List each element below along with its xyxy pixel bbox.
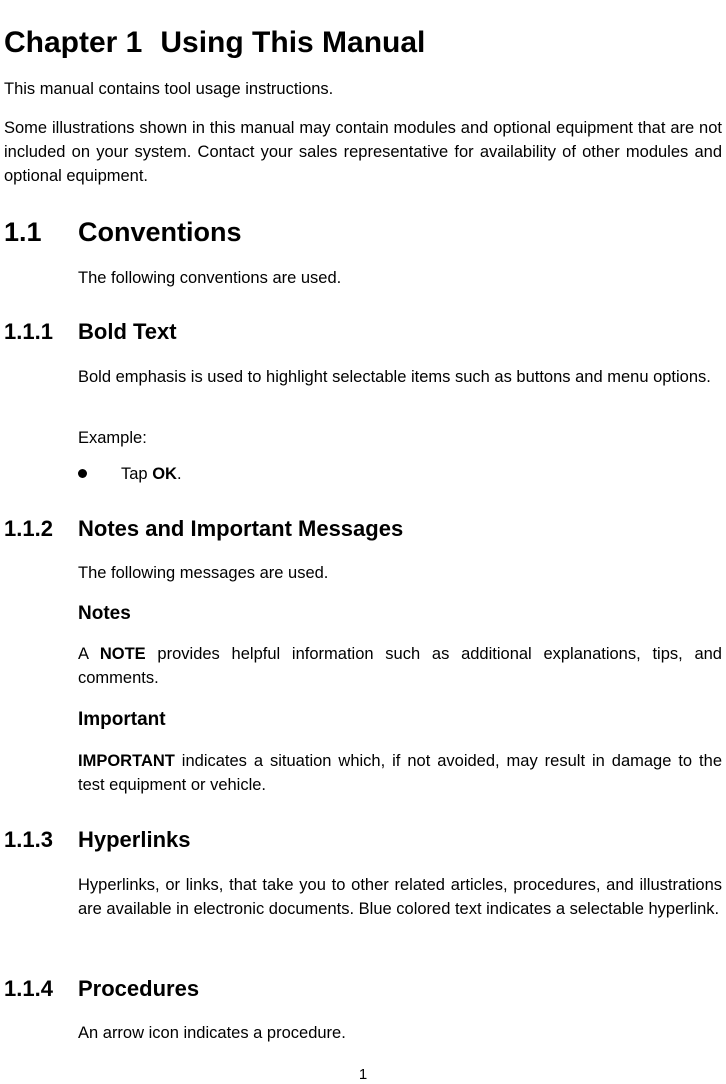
notes-keyword: NOTE — [99, 645, 146, 663]
section-1-1-4-text: An arrow icon indicates a procedure. — [78, 1024, 346, 1042]
notes-heading: Notes — [78, 603, 131, 624]
section-1-1-2-text: The following messages are used. — [78, 564, 329, 582]
list-item-prefix: Tap — [121, 465, 153, 483]
section-1-1-3-heading — [4, 826, 191, 854]
bullet-icon — [78, 469, 87, 478]
chapter-heading — [4, 24, 425, 62]
section-number: 1.1.2 — [4, 516, 53, 541]
section-1-1-1-heading — [4, 318, 177, 346]
section-number: 1.1.3 — [4, 827, 53, 852]
important-paragraph — [78, 749, 722, 797]
notes-prefix: A — [78, 645, 100, 663]
chapter-title: Using This Manual — [160, 26, 426, 59]
important-keyword: IMPORTANT — [78, 752, 175, 770]
chapter-paragraph: Some illustrations shown in this manual may contain modules and optional equipment that are not included on your system. Contact your sales representative for availability of other modules and optional equipment. — [4, 119, 722, 185]
section-1-1-1-text: Bold emphasis is used to highlight selectable items such as buttons and menu options. — [78, 368, 711, 386]
page-number: 1 — [358, 1066, 368, 1083]
notes-paragraph — [78, 642, 722, 690]
section-1-1-4-heading — [4, 975, 200, 1003]
section-title: Hyperlinks — [78, 827, 191, 852]
section-number: 1.1 — [4, 217, 42, 247]
section-title: Bold Text — [78, 319, 177, 344]
section-number: 1.1.1 — [4, 319, 53, 344]
section-title: Notes and Important Messages — [78, 516, 404, 541]
important-text: indicates a situation which, if not avoided, may result in damage to the test equipment or vehicle. — [78, 752, 722, 794]
section-title: Conventions — [78, 217, 242, 247]
section-1-1-2-heading — [4, 515, 404, 543]
chapter-number: Chapter 1 — [4, 26, 143, 59]
list-item-text — [121, 462, 182, 486]
section-title: Procedures — [78, 976, 200, 1001]
important-heading: Important — [78, 709, 166, 730]
example-label: Example: — [78, 429, 147, 447]
section-1-1-3-text: Hyperlinks, or links, that take you to other related articles, procedures, and illustrations are available in electronic documents. Blue colored text indicates a selectable hyperlink. — [78, 876, 722, 918]
section-1-1-text: The following conventions are used. — [78, 269, 342, 287]
chapter-intro: This manual contains tool usage instructions. — [4, 80, 334, 98]
notes-text: provides helpful information such as additional explanations, tips, and comments. — [78, 645, 722, 687]
list-item-bold: OK — [152, 465, 177, 483]
section-number: 1.1.4 — [4, 976, 53, 1001]
list-item-suffix: . — [176, 465, 182, 483]
section-1-1-heading — [4, 215, 242, 249]
